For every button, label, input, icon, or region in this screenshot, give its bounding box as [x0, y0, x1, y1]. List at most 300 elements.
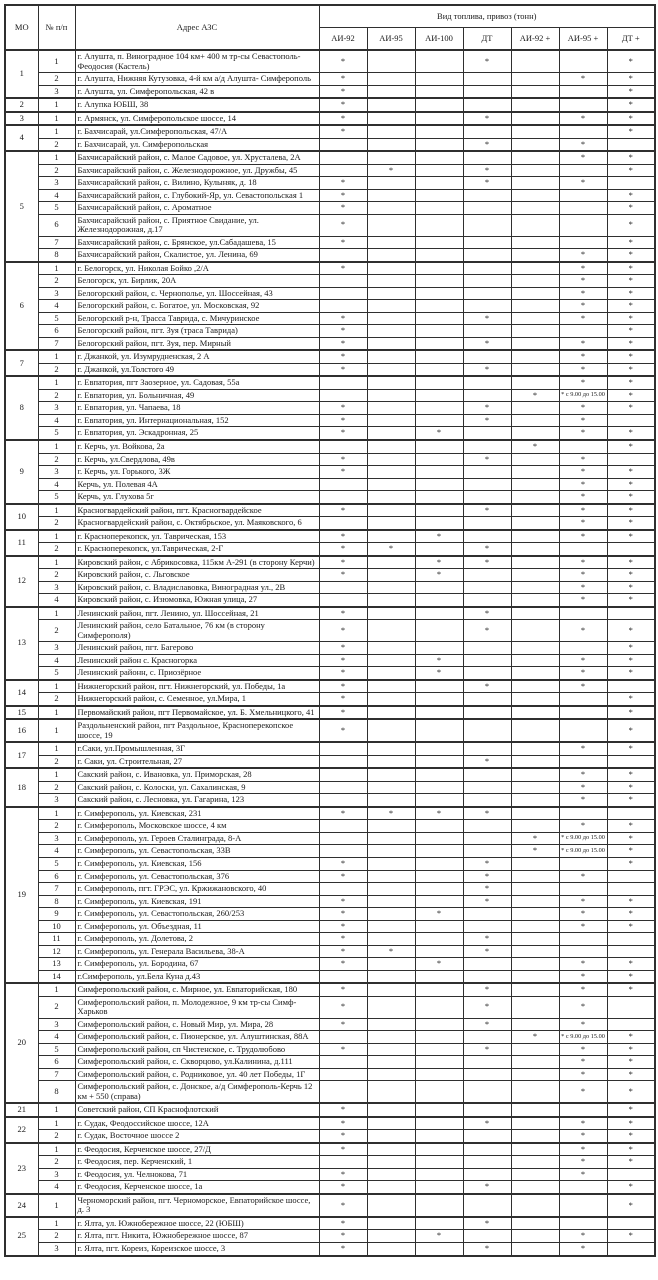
mo-number-cell: 7 [5, 350, 38, 376]
station-address-cell: г. Алушта, п. Виноградное 104 км+ 400 м тр-сы Севастополь-Феодосия (Кастель) [75, 50, 319, 73]
fuel-delivery-mark-cell [463, 478, 511, 491]
fuel-delivery-mark-cell: * [559, 654, 607, 667]
fuel-delivery-mark-cell [415, 138, 463, 151]
fuel-delivery-mark-cell [415, 402, 463, 415]
fuel-delivery-mark-cell [511, 287, 559, 300]
fuel-delivery-mark-cell: * [319, 504, 367, 517]
fuel-delivery-mark-cell [511, 363, 559, 376]
mo-number-cell: 8 [5, 376, 38, 440]
fuel-delivery-mark-cell [607, 1217, 655, 1230]
fuel-delivery-mark-cell: * [319, 680, 367, 693]
fuel-delivery-mark-cell [415, 287, 463, 300]
fuel-delivery-mark-cell [415, 820, 463, 833]
fuel-delivery-mark-cell [367, 112, 415, 126]
fuel-delivery-mark-cell: * [559, 300, 607, 313]
fuel-delivery-mark-cell [415, 1242, 463, 1255]
row-number-cell: 1 [38, 1217, 75, 1230]
fuel-delivery-mark-cell [511, 1143, 559, 1156]
fuel-delivery-mark-cell [415, 478, 463, 491]
row-number-cell: 3 [38, 402, 75, 415]
fuel-delivery-mark-cell [607, 1168, 655, 1181]
fuel-delivery-mark-cell [415, 1056, 463, 1069]
fuel-delivery-mark-cell [367, 98, 415, 112]
row-number-cell: 4 [38, 594, 75, 607]
table-row [5, 556, 655, 569]
station-address-cell: г. Джанкой, ул. Изумрудненская, 2 А [75, 350, 319, 363]
fuel-delivery-mark-cell [319, 768, 367, 781]
fuel-delivery-mark-cell [511, 1217, 559, 1230]
table-row [5, 983, 655, 996]
fuel-delivery-mark-cell [607, 996, 655, 1018]
row-number-cell: 1 [38, 742, 75, 755]
fuel-delivery-mark-cell [367, 642, 415, 655]
fuel-delivery-mark-cell [415, 414, 463, 427]
fuel-delivery-mark-cell [415, 112, 463, 126]
table-row [5, 1068, 655, 1081]
mo-number-cell: 24 [5, 1194, 38, 1217]
fuel-delivery-mark-cell [511, 543, 559, 556]
fuel-delivery-mark-cell: * [367, 945, 415, 958]
row-number-cell: 7 [38, 1068, 75, 1081]
station-address-cell: г. Белогорск, ул. Николая Бойко ,2/А [75, 262, 319, 275]
table-row [5, 719, 655, 742]
fuel-delivery-mark-cell [415, 312, 463, 325]
fuel-delivery-mark-cell: * [607, 189, 655, 202]
fuel-delivery-mark-cell [463, 125, 511, 138]
fuel-delivery-mark-cell [463, 236, 511, 249]
station-address-cell: Симферопольский район, с. Родниковое, ул. 40 лет Победы, 1Г [75, 1068, 319, 1081]
header-row-number: № п/п [38, 5, 75, 50]
fuel-delivery-mark-cell: * [607, 427, 655, 440]
row-number-cell: 5 [38, 427, 75, 440]
fuel-delivery-mark-cell: * [559, 1081, 607, 1104]
fuel-delivery-mark-cell [415, 151, 463, 164]
fuel-delivery-mark-cell: * [607, 504, 655, 517]
fuel-delivery-mark-cell [415, 376, 463, 389]
row-number-cell: 6 [38, 325, 75, 338]
fuel-delivery-mark-cell [415, 1143, 463, 1156]
station-address-cell: Симферопольский район, с. Пионерское, ул. Алуштинская, 88А [75, 1031, 319, 1044]
fuel-delivery-mark-cell [511, 98, 559, 112]
station-address-cell: Сакский район, с. Лесновка, ул. Гагарина, 123 [75, 794, 319, 807]
fuel-delivery-mark-cell: * [319, 112, 367, 126]
table-row [5, 1194, 655, 1217]
station-address-cell: г. Симферополь, ул. Севастопольская, 33В [75, 845, 319, 858]
station-address-cell: Белогорский район, пгт. Зуя, пер. Мирный [75, 337, 319, 350]
fuel-delivery-mark-cell [367, 202, 415, 215]
station-address-cell: г. Симферополь, ул. Севастопольская, 260/253 [75, 908, 319, 921]
fuel-delivery-mark-cell [319, 755, 367, 768]
row-number-cell: 6 [38, 1056, 75, 1069]
fuel-delivery-mark-cell [559, 607, 607, 620]
table-row [5, 151, 655, 164]
fuel-delivery-mark-cell [319, 594, 367, 607]
table-row [5, 73, 655, 86]
table-row [5, 1181, 655, 1194]
fuel-delivery-mark-cell: * [463, 807, 511, 820]
station-address-cell: Белогорский район, с. Чернополье, ул. Шоссейная, 43 [75, 287, 319, 300]
fuel-delivery-mark-cell [511, 414, 559, 427]
fuel-delivery-mark-cell: * [559, 177, 607, 190]
fuel-delivery-mark-cell [415, 794, 463, 807]
fuel-delivery-mark-cell [367, 594, 415, 607]
row-number-cell: 5 [38, 667, 75, 680]
fuel-delivery-mark-cell [319, 151, 367, 164]
header-address: Адрес АЗС [75, 5, 319, 50]
fuel-delivery-mark-cell: * [319, 414, 367, 427]
station-address-cell: Бахчисарайский район, с. Глубокий-Яр, ул. Севастопольская 1 [75, 189, 319, 202]
fuel-delivery-mark-cell [607, 177, 655, 190]
fuel-delivery-mark-cell: * [319, 996, 367, 1018]
station-address-cell: г. Алушта, ул. Симферопольская, 42 в [75, 85, 319, 98]
fuel-delivery-mark-cell [367, 654, 415, 667]
fuel-delivery-mark-cell [415, 933, 463, 946]
fuel-delivery-mark-cell [415, 453, 463, 466]
fuel-delivery-mark-cell: * [607, 794, 655, 807]
fuel-delivery-mark-cell: * [559, 983, 607, 996]
mo-number-cell: 6 [5, 262, 38, 351]
fuel-delivery-mark-cell [415, 1068, 463, 1081]
fuel-delivery-mark-cell [511, 781, 559, 794]
fuel-delivery-mark-cell [463, 958, 511, 971]
fuel-delivery-mark-cell [367, 236, 415, 249]
row-number-cell: 2 [38, 517, 75, 530]
table-row [5, 50, 655, 73]
fuel-delivery-mark-cell [463, 781, 511, 794]
fuel-delivery-mark-cell [319, 581, 367, 594]
fuel-delivery-mark-cell: * [463, 138, 511, 151]
fuel-type-header: ДТ + [607, 28, 655, 51]
fuel-delivery-mark-cell: * [559, 453, 607, 466]
fuel-delivery-mark-cell [511, 983, 559, 996]
fuel-delivery-mark-cell [559, 543, 607, 556]
table-row [5, 440, 655, 453]
fuel-delivery-mark-cell: * [607, 287, 655, 300]
fuel-delivery-mark-cell: * [607, 1130, 655, 1143]
fuel-delivery-mark-cell: * [607, 832, 655, 845]
fuel-delivery-mark-cell: * [319, 858, 367, 871]
row-number-cell: 3 [38, 642, 75, 655]
fuel-delivery-mark-cell: * [463, 607, 511, 620]
fuel-delivery-mark-cell: * [463, 453, 511, 466]
fuel-delivery-mark-cell [415, 1156, 463, 1169]
header-mo: МО [5, 5, 38, 50]
station-address-cell: г. Евпатория, ул. Больничная, 49 [75, 389, 319, 402]
fuel-delivery-mark-cell [463, 1156, 511, 1169]
station-address-cell: г. Саки, ул. Строительная, 27 [75, 755, 319, 768]
fuel-delivery-mark-cell: * [607, 581, 655, 594]
fuel-delivery-mark-cell: * [367, 807, 415, 820]
fuel-delivery-mark-cell [415, 594, 463, 607]
fuel-delivery-mark-cell: * [319, 958, 367, 971]
fuel-delivery-mark-cell: * [319, 453, 367, 466]
fuel-delivery-mark-cell [559, 1103, 607, 1117]
row-number-cell: 2 [38, 138, 75, 151]
fuel-delivery-mark-cell: * [607, 1181, 655, 1194]
fuel-delivery-mark-cell [367, 607, 415, 620]
fuel-delivery-mark-cell: * [463, 996, 511, 1018]
fuel-delivery-mark-cell: * [607, 1156, 655, 1169]
fuel-delivery-mark-cell: * [559, 768, 607, 781]
fuel-delivery-mark-cell [511, 478, 559, 491]
fuel-delivery-mark-cell [415, 202, 463, 215]
station-address-cell: Сакский район, с. Ивановка, ул. Приморская, 28 [75, 768, 319, 781]
row-number-cell: 1 [38, 1143, 75, 1156]
fuel-delivery-mark-cell: * [559, 581, 607, 594]
fuel-delivery-mark-cell [367, 895, 415, 908]
fuel-delivery-mark-cell [415, 768, 463, 781]
table-row [5, 1130, 655, 1143]
table-row [5, 607, 655, 620]
station-address-cell: г.Саки, ул.Промышленная, 3Г [75, 742, 319, 755]
fuel-delivery-mark-cell [463, 794, 511, 807]
row-number-cell: 7 [38, 337, 75, 350]
fuel-delivery-mark-cell [415, 337, 463, 350]
station-address-cell: Кировский район, с. Владиславовка, Виноградная ул., 2В [75, 581, 319, 594]
station-address-cell: г. Симферополь, ул. Киевская, 156 [75, 858, 319, 871]
fuel-delivery-mark-cell: * [463, 1018, 511, 1031]
fuel-delivery-mark-cell: * [319, 363, 367, 376]
mo-number-cell: 11 [5, 530, 38, 556]
fuel-delivery-mark-cell [415, 300, 463, 313]
station-address-cell: Симферопольский район, с. Мирное, ул. Евпаторийская, 180 [75, 983, 319, 996]
fuel-delivery-mark-cell [463, 287, 511, 300]
fuel-delivery-mark-cell [415, 742, 463, 755]
mo-number-cell: 19 [5, 807, 38, 983]
fuel-delivery-mark-cell: * [559, 402, 607, 415]
fuel-delivery-mark-cell [319, 845, 367, 858]
fuel-delivery-mark-cell: * [319, 920, 367, 933]
fuel-delivery-mark-cell: * [607, 376, 655, 389]
fuel-delivery-mark-cell [463, 581, 511, 594]
fuel-delivery-mark-cell [415, 642, 463, 655]
row-number-cell: 3 [38, 794, 75, 807]
fuel-delivery-mark-cell: * [559, 491, 607, 504]
station-address-cell: г. Евпатория, ул. Эскадронная, 25 [75, 427, 319, 440]
table-row [5, 414, 655, 427]
fuel-delivery-mark-cell [511, 491, 559, 504]
table-row [5, 945, 655, 958]
row-number-cell: 3 [38, 1018, 75, 1031]
fuel-delivery-mark-cell: * [607, 214, 655, 236]
station-address-cell: Советский район, СП Краснофлотский [75, 1103, 319, 1117]
station-address-cell: г. Феодосия, пер. Керченский, 1 [75, 1156, 319, 1169]
fuel-delivery-mark-cell [415, 581, 463, 594]
fuel-delivery-mark-cell: * [607, 667, 655, 680]
fuel-delivery-mark-cell: * [559, 742, 607, 755]
fuel-delivery-mark-cell [367, 1181, 415, 1194]
fuel-delivery-mark-cell [511, 112, 559, 126]
fuel-delivery-mark-cell: * [607, 300, 655, 313]
fuel-delivery-mark-cell: * [607, 112, 655, 126]
fuel-delivery-mark-cell: * [319, 402, 367, 415]
fuel-delivery-mark-cell: * [319, 1117, 367, 1130]
fuel-delivery-mark-cell [367, 73, 415, 86]
fuel-delivery-mark-cell [511, 300, 559, 313]
fuel-delivery-mark-cell [511, 337, 559, 350]
fuel-delivery-mark-cell [511, 620, 559, 642]
fuel-delivery-mark-cell [463, 73, 511, 86]
fuel-delivery-mark-cell: * [559, 569, 607, 582]
fuel-delivery-mark-cell [367, 768, 415, 781]
station-address-cell: Ленинский район с. Красногорка [75, 654, 319, 667]
table-row [5, 870, 655, 883]
station-address-cell: Белогорск, ул. Бирлик, 20А [75, 275, 319, 288]
fuel-delivery-mark-cell: * [319, 73, 367, 86]
fuel-delivery-mark-cell [415, 1181, 463, 1194]
table-row [5, 895, 655, 908]
fuel-delivery-mark-cell [367, 1068, 415, 1081]
row-number-cell: 3 [38, 177, 75, 190]
fuel-delivery-mark-cell [463, 1103, 511, 1117]
station-address-cell: г. Алушта, Нижняя Кутузовка, 4-й км а/д Алушта- Симферополь [75, 73, 319, 86]
table-row [5, 1103, 655, 1117]
fuel-delivery-mark-cell [367, 958, 415, 971]
fuel-delivery-mark-cell [367, 427, 415, 440]
table-row [5, 312, 655, 325]
table-row [5, 112, 655, 126]
row-number-cell: 2 [38, 363, 75, 376]
fuel-delivery-mark-cell [511, 202, 559, 215]
station-address-cell: Белогорский р-н, Трасса Таврида, с. Мичуринское [75, 312, 319, 325]
fuel-delivery-mark-cell [319, 1056, 367, 1069]
fuel-delivery-mark-cell: * [607, 908, 655, 921]
row-number-cell: 1 [38, 768, 75, 781]
fuel-delivery-mark-cell [319, 376, 367, 389]
fuel-delivery-mark-cell: * [319, 1181, 367, 1194]
fuel-delivery-mark-cell [463, 350, 511, 363]
row-number-cell: 2 [38, 543, 75, 556]
fuel-delivery-mark-cell [415, 620, 463, 642]
fuel-delivery-mark-cell [511, 50, 559, 73]
fuel-delivery-mark-cell [511, 970, 559, 983]
fuel-delivery-mark-cell [511, 693, 559, 706]
fuel-delivery-mark-cell [511, 236, 559, 249]
fuel-delivery-mark-cell [367, 883, 415, 896]
fuel-delivery-mark-cell: * [607, 491, 655, 504]
fuel-delivery-mark-cell [367, 1081, 415, 1104]
row-number-cell: 3 [38, 581, 75, 594]
station-address-cell: г. Симферополь, ул. Генерала Васильева, 38-А [75, 945, 319, 958]
fuel-delivery-mark-cell [367, 832, 415, 845]
fuel-delivery-mark-cell [415, 983, 463, 996]
fuel-delivery-mark-cell: * [559, 73, 607, 86]
fuel-delivery-mark-cell [559, 440, 607, 453]
fuel-delivery-mark-cell: * [319, 706, 367, 720]
fuel-delivery-mark-cell: * [607, 478, 655, 491]
row-number-cell: 2 [38, 820, 75, 833]
fuel-delivery-mark-cell: * [463, 883, 511, 896]
fuel-delivery-mark-cell [415, 1081, 463, 1104]
table-row [5, 1031, 655, 1044]
row-number-cell: 3 [38, 1168, 75, 1181]
fuel-delivery-mark-cell [511, 680, 559, 693]
fuel-delivery-mark-cell: * [607, 236, 655, 249]
fuel-delivery-mark-cell: * [559, 794, 607, 807]
fuel-delivery-mark-cell [415, 832, 463, 845]
station-address-cell: г. Судак, Восточное шоссе 2 [75, 1130, 319, 1143]
fuel-delivery-mark-cell: * [559, 350, 607, 363]
fuel-delivery-mark-cell [463, 1068, 511, 1081]
fuel-delivery-mark-cell: * [319, 870, 367, 883]
fuel-delivery-mark-cell [367, 845, 415, 858]
fuel-delivery-mark-cell [367, 125, 415, 138]
fuel-delivery-mark-cell [511, 933, 559, 946]
station-address-cell: Симферопольский район, п. Молодежное, 9 км тр-сы Симф-Харьков [75, 996, 319, 1018]
table-row [5, 453, 655, 466]
row-number-cell: 3 [38, 832, 75, 845]
fuel-delivery-mark-cell: * [319, 569, 367, 582]
fuel-delivery-mark-cell: * [511, 832, 559, 845]
fuel-delivery-mark-cell: * [607, 249, 655, 262]
fuel-delivery-mark-cell [511, 1181, 559, 1194]
fuel-delivery-mark-cell [367, 706, 415, 720]
fuel-delivery-mark-cell [463, 427, 511, 440]
mo-number-cell: 4 [5, 125, 38, 151]
table-row [5, 581, 655, 594]
fuel-delivery-mark-cell [463, 706, 511, 720]
fuel-delivery-mark-cell [607, 138, 655, 151]
row-number-cell: 1 [38, 807, 75, 820]
fuel-delivery-mark-cell: * [607, 1068, 655, 1081]
fuel-delivery-mark-cell: * [463, 177, 511, 190]
row-number-cell: 1 [38, 983, 75, 996]
fuel-delivery-mark-cell [463, 594, 511, 607]
table-row [5, 287, 655, 300]
table-row [5, 1242, 655, 1255]
fuel-delivery-mark-cell [319, 478, 367, 491]
fuel-delivery-mark-cell [511, 895, 559, 908]
row-number-cell: 8 [38, 1081, 75, 1104]
fuel-delivery-mark-cell: * [559, 895, 607, 908]
fuel-delivery-mark-cell: * [607, 820, 655, 833]
fuel-delivery-mark-cell: * [319, 543, 367, 556]
row-number-cell: 2 [38, 620, 75, 642]
fuel-delivery-mark-cell [559, 125, 607, 138]
station-address-cell: г. Алупка ЮБШ, 38 [75, 98, 319, 112]
row-number-cell: 2 [38, 164, 75, 177]
fuel-delivery-mark-cell [463, 768, 511, 781]
fuel-delivery-mark-cell [463, 1194, 511, 1217]
fuel-delivery-mark-cell [415, 236, 463, 249]
row-number-cell: 2 [38, 1130, 75, 1143]
table-row [5, 908, 655, 921]
fuel-delivery-mark-cell [367, 530, 415, 543]
row-number-cell: 3 [38, 466, 75, 479]
row-number-cell: 4 [38, 478, 75, 491]
fuel-delivery-mark-cell [511, 73, 559, 86]
fuel-delivery-mark-cell [463, 98, 511, 112]
fuel-delivery-mark-cell [415, 706, 463, 720]
station-address-cell: г. Феодосия, Керченское шоссе, 27/Д [75, 1143, 319, 1156]
fuel-delivery-mark-cell [511, 517, 559, 530]
station-address-cell: Керчь, ул. Полевая 4А [75, 478, 319, 491]
fuel-delivery-mark-cell [367, 138, 415, 151]
fuel-delivery-mark-cell [511, 667, 559, 680]
fuel-delivery-mark-cell [415, 781, 463, 794]
fuel-delivery-mark-cell [367, 1031, 415, 1044]
fuel-delivery-mark-cell: * [607, 125, 655, 138]
station-address-cell: г. Ялта, пгт. Кореиз, Кореизское шоссе, 3 [75, 1242, 319, 1255]
table-row [5, 1143, 655, 1156]
fuel-delivery-mark-cell: * [559, 1117, 607, 1130]
fuel-delivery-mark-cell: * [607, 1031, 655, 1044]
fuel-delivery-mark-cell: * [367, 164, 415, 177]
fuel-delivery-mark-cell [511, 607, 559, 620]
fuel-delivery-mark-cell [463, 642, 511, 655]
fuel-delivery-mark-cell: * [607, 440, 655, 453]
fuel-delivery-mark-cell: * [511, 440, 559, 453]
